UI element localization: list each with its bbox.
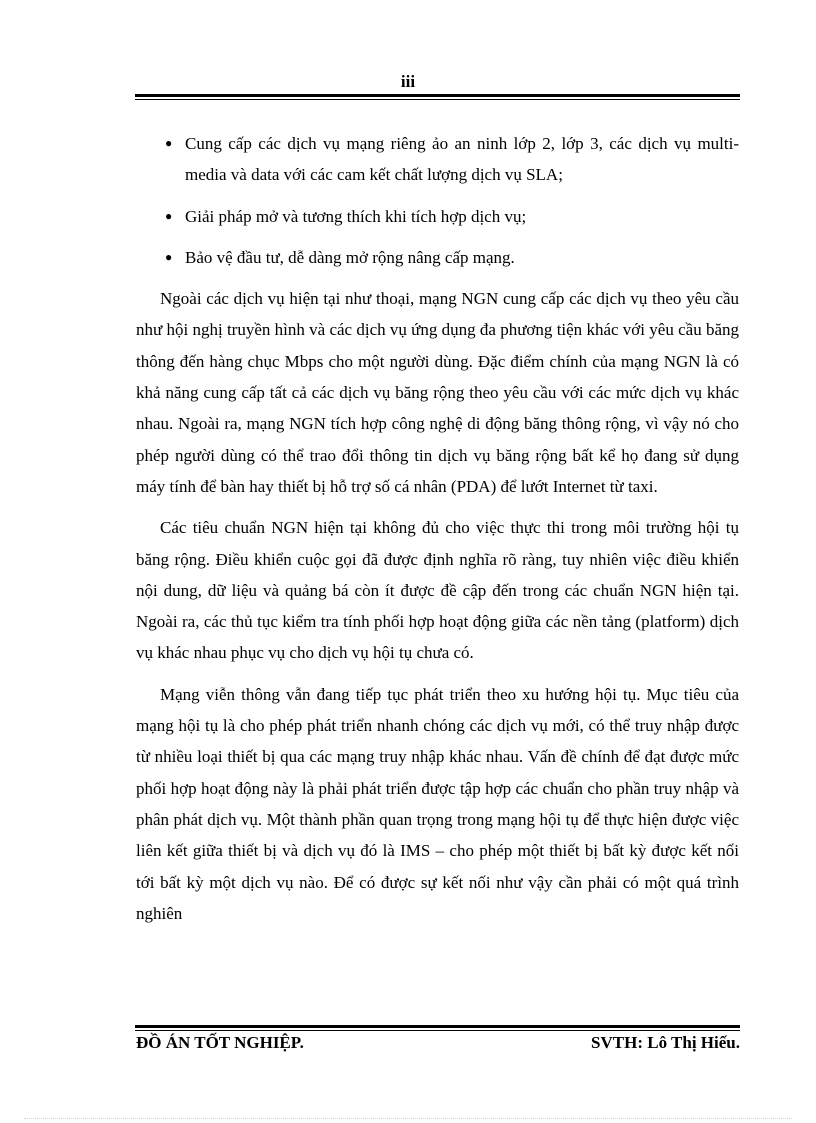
bullet-dot-icon: ● xyxy=(165,249,173,264)
bullet-item xyxy=(136,201,739,232)
header-rule xyxy=(135,94,740,100)
bullet-item xyxy=(136,128,739,191)
footer-student-name: SVTH: Lô Thị Hiếu. xyxy=(591,1033,740,1052)
page-body xyxy=(136,128,739,929)
bullet-dot-icon: ● xyxy=(165,208,173,223)
bullet-text: Cung cấp các dịch vụ mạng riêng ảo an ninh lớp 2, lớp 3, các dịch vụ multi- media và data với các cam kết chất lượng dịch vụ SLA; xyxy=(185,134,739,185)
paragraph: Mạng viễn thông vẫn đang tiếp tục phát triển theo xu hướng hội tụ. Mục tiêu của mạng hội tụ là cho phép phát triển nhanh chóng các dịch vụ mới, có thể truy nhập được từ nhiều loại thiết bị qua các mạng truy nhập khác nhau. Vấn đề chính để đạt được mức phối hợp hoạt động này là phải phát triển được tập hợp các chuẩn cho phần truy nhập và phân phát dịch vụ. Một thành phần quan trọng trong mạng hội tụ để thực hiện được việc liên kết giữa thiết bị và dịch vụ đó là IMS – cho phép một thiết bị bất kỳ được kết nối tới bất kỳ một dịch vụ nào. Để có được sự kết nối như vậy cần phải có một quá trình nghiên xyxy=(136,684,739,923)
bullet-text: Giải pháp mở và tương thích khi tích hợp dịch vụ; xyxy=(185,206,527,226)
bullet-text: Bảo vệ đầu tư, dễ dàng mở rộng nâng cấp mạng. xyxy=(185,247,515,267)
page-number: iii xyxy=(400,72,416,91)
paragraph: Ngoài các dịch vụ hiện tại như thoại, mạng NGN cung cấp các dịch vụ theo yêu cầu như hội nghị truyền hình và các dịch vụ ứng dụng đa phương tiện khác với yêu cầu băng thông đến hàng chục Mbps cho một người dùng. Đặc điểm chính của mạng NGN là có khả năng cung cấp tất cả các dịch vụ băng rộng theo yêu cầu với các mức dịch vụ khác nhau. Ngoài ra, mạng NGN tích hợp công nghệ di động băng thông rộng, vì vậy nó cho phép người dùng có thể trao đổi thông tin dịch vụ băng rộng bất kể họ đang sử dụng máy tính để bàn hay thiết bị hỗ trợ số cá nhân (PDA) để lướt Internet từ taxi. xyxy=(136,289,739,496)
bullet-item xyxy=(136,242,739,273)
page-bottom-border xyxy=(24,1118,792,1119)
paragraph: Các tiêu chuẩn NGN hiện tại không đủ cho việc thực thi trong môi trường hội tụ băng rộng. Điều khiển cuộc gọi đã được định nghĩa rõ ràng, tuy nhiên việc điều khiển nội dung, dữ liệu và quảng bá còn ít được đề cập đến trong các chuẩn NGN hiện tại. Ngoài ra, các thủ tục kiểm tra tính phối hợp hoạt động giữa các nền tảng (platform) dịch vụ khác nhau phục vụ cho dịch vụ hội tụ chưa có. xyxy=(136,518,739,663)
bullet-dot-icon: ● xyxy=(165,136,173,150)
footer-thesis-label: ĐỒ ÁN TỐT NGHIỆP. xyxy=(136,1033,304,1052)
